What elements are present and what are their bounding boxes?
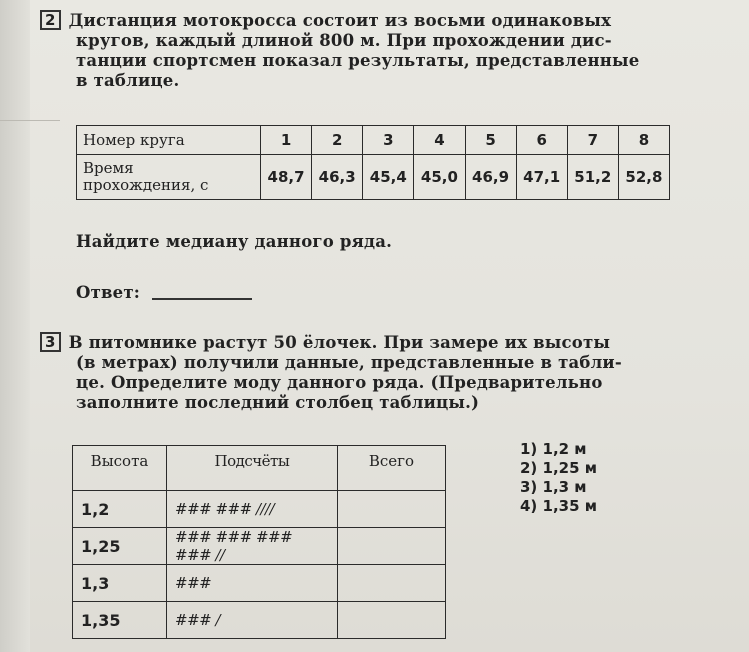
- task3-line1: В питомнике растут 50 ёлочек. При замере их высоты: [68, 333, 611, 352]
- table-row: [73, 528, 446, 565]
- option-1[interactable]: 1) 1,2 м: [520, 440, 587, 458]
- lap-cell: 8: [618, 126, 669, 155]
- option-2[interactable]: 2) 1,25 м: [520, 459, 598, 477]
- answer-blank[interactable]: [152, 298, 252, 300]
- time-header-line2: прохождения, с: [83, 176, 209, 194]
- table-row: [73, 446, 446, 491]
- lap-cell: 7: [567, 126, 618, 155]
- answer-options: [520, 440, 597, 516]
- total-cell[interactable]: [337, 491, 445, 528]
- lap-cell: 4: [414, 126, 465, 155]
- tally-cell: ### ### ### ### //: [167, 528, 338, 565]
- tree-height-table: [72, 445, 446, 639]
- task3-line3: це. Определите моду данного ряда. (Предварительно: [76, 373, 603, 392]
- table-row: [77, 126, 670, 155]
- tally-cell: ###: [167, 565, 338, 602]
- task2-line2: кругов, каждый длиной 800 м. При прохождении дис-: [76, 31, 612, 50]
- lap-cell: 5: [465, 126, 516, 155]
- task2-statement: [40, 10, 700, 91]
- time-cell: 45,0: [414, 155, 465, 200]
- time-header: [77, 155, 261, 200]
- task3-line2: (в метрах) получили данные, представленные в табли-: [76, 353, 622, 372]
- table-row: [73, 491, 446, 528]
- lap-cell: 1: [261, 126, 312, 155]
- height-cell: 1,35: [73, 602, 167, 639]
- height-cell: 1,2: [73, 491, 167, 528]
- task2-line4: в таблице.: [76, 71, 180, 90]
- time-cell: 51,2: [567, 155, 618, 200]
- task2-number: 2: [40, 10, 61, 30]
- height-cell: 1,3: [73, 565, 167, 602]
- option-4[interactable]: 4) 1,35 м: [520, 497, 598, 515]
- lap-cell: 3: [363, 126, 414, 155]
- tally-header: Подсчёты: [167, 446, 338, 491]
- lap-cell: 2: [312, 126, 363, 155]
- answer-line: [76, 283, 376, 303]
- time-cell: 46,3: [312, 155, 363, 200]
- time-cell: 47,1: [516, 155, 567, 200]
- total-header: Всего: [337, 446, 445, 491]
- time-header-line1: Время: [83, 159, 134, 177]
- time-cell: 52,8: [618, 155, 669, 200]
- table-row: [73, 602, 446, 639]
- task2-question: Найдите медиану данного ряда.: [76, 232, 393, 251]
- total-cell[interactable]: [337, 528, 445, 565]
- lap-cell: 6: [516, 126, 567, 155]
- page-edge: [0, 0, 30, 652]
- table-row: [77, 155, 670, 200]
- option-3[interactable]: 3) 1,3 м: [520, 478, 587, 496]
- task3-statement: [40, 332, 700, 413]
- answer-label: Ответ:: [76, 283, 141, 302]
- time-cell: 48,7: [261, 155, 312, 200]
- tally-cell: ### ### ////: [167, 491, 338, 528]
- task3-number: 3: [40, 332, 61, 352]
- time-cell: 46,9: [465, 155, 516, 200]
- height-header: Высота: [73, 446, 167, 491]
- tally-cell: ### /: [167, 602, 338, 639]
- time-cell: 45,4: [363, 155, 414, 200]
- lap-number-header: Номер круга: [77, 126, 261, 155]
- task2-line1: Дистанция мотокросса состоит из восьми одинаковых: [68, 11, 612, 30]
- height-cell: 1,25: [73, 528, 167, 565]
- table-row: [73, 565, 446, 602]
- divider: [0, 120, 60, 121]
- task2-line3: танции спортсмен показал результаты, представленные: [76, 51, 640, 70]
- total-cell[interactable]: [337, 565, 445, 602]
- total-cell[interactable]: [337, 602, 445, 639]
- task3-line4: заполните последний столбец таблицы.): [76, 393, 480, 412]
- lap-times-table: [76, 125, 670, 200]
